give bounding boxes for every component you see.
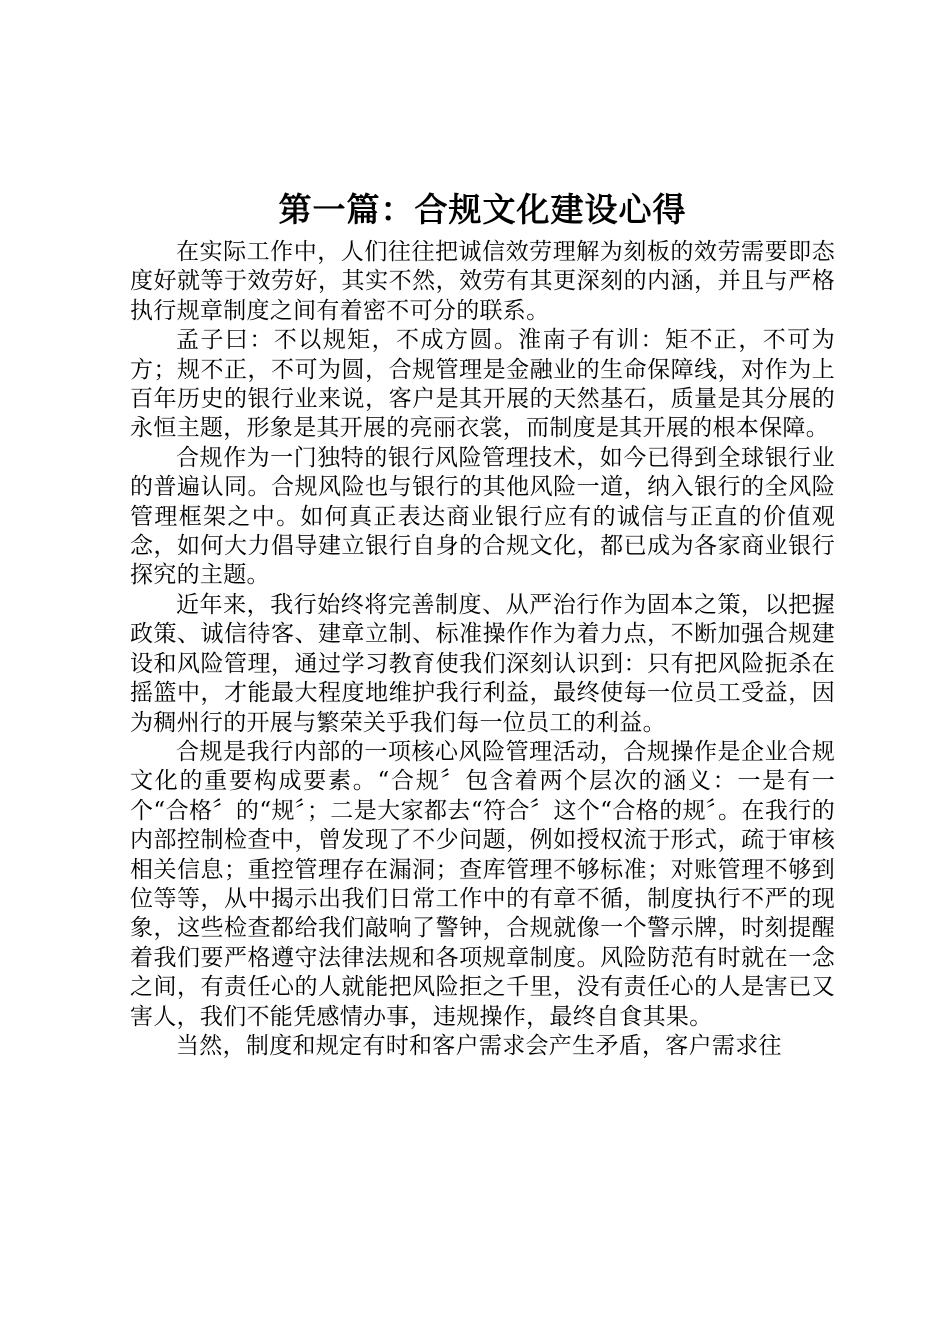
paragraph-service-integrity: 在实际工作中，人们往往把诚信效劳理解为刻板的效劳需要即态度好就等于效劳好，其实不然，效劳有其更深刻的内涵，并且与严格执行规章制度之间有着密不可分的联系。 xyxy=(130,239,835,324)
document-title: 第一篇：合规文化建设心得 xyxy=(278,190,687,229)
paragraph-compliance-technique: 合规作为一门独特的银行风险管理技术，如今已得到全球银行业的普遍认同。合规风险也与银行的其他风险一道，纳入银行的全风险管理框架之中。如何真正表达商业银行应有的诚信与正直的价值观念，如何大力倡导建立银行自身的合规文化，都已成为各家商业银行探究的主题。 xyxy=(130,444,835,589)
paragraph-mencius-rules: 孟子曰：不以规矩，不成方圆。淮南子有训：矩不正，不可为方；规不正，不可为圆，合规管理是金融业的生命保障线，对作为上百年历史的银行业来说，客户是其开展的天然基石，质量是其分展的永恒主题，形象是其开展的亮丽衣裳，而制度是其开展的根本保障。 xyxy=(130,327,835,442)
paragraph-core-risk-management: 合规是我行内部的一项核心风险管理活动，合规操作是企业合规文化的重要构成要素。“合规〞包含着两个层次的涵义：一是有一个“合格〞的“规〞；二是大家都去“符合〞这个“合格的规〞。在我行的内部控制检查中，曾发现了不少问题，例如授权流于形式，疏于审核相关信息；重控管理存在漏洞；查库管理不够标准；对账管理不够到位等等，从中揭示出我们日常工作中的有章不循，制度执行不严的现象，这些检查都给我们敲响了警钟，合规就像一个警示牌，时刻提醒着我们要严格遵守法律法规和各项规章制度。风险防范有时就在一念之间，有责任心的人就能把风险拒之千里，没有责任心的人是害已又害人，我们不能凭感情办事，违规操作，最终自食其果。 xyxy=(130,738,835,1030)
paragraph-customer-needs: 当然，制度和规定有时和客户需求会产生矛盾，客户需求往 xyxy=(176,1032,782,1059)
document-page xyxy=(130,188,835,1061)
paragraph-recent-years: 近年来，我行始终将完善制度、从严治行作为固本之策，以把握政策、诚信待客、建章立制、标准操作作为着力点，不断加强合规建设和风险管理，通过学习教育使我们深刻认识到：只有把风险扼杀在摇篮中，才能最大程度地维护我行利益，最终使每一位员工受益，因为稠州行的开展与繁荣关乎我们每一位员工的利益。 xyxy=(130,591,835,736)
